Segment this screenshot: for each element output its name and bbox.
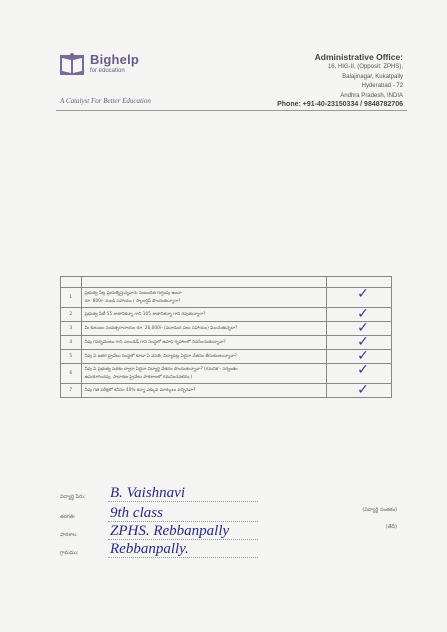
question-number: 6 — [61, 364, 82, 384]
field-underline — [108, 539, 258, 540]
book-logo-icon — [58, 52, 86, 78]
question-number: 7 — [61, 384, 82, 398]
question-text — [81, 288, 327, 308]
address-line-3: Hyderabad - 72 — [361, 83, 403, 89]
field-label: తరగతి: — [60, 514, 76, 520]
checkmark-icon: ✓ — [357, 306, 369, 322]
brand-subtitle: for education — [90, 68, 125, 74]
checkmark-icon: ✓ — [357, 320, 369, 336]
address-line-2: Balajinagar, Kukatpally — [342, 73, 403, 80]
field-value-handwritten[interactable]: B. Vaishnavi — [110, 485, 185, 501]
question-line-1: మీ కుటుంబ సంవత్సరాదాయం రూ. 26,000/- (మూడెంద పలు సహాయం) మించుతున్నదా? — [84, 325, 238, 331]
field-underline — [108, 521, 258, 522]
tagline: A Catalyst For Better Education — [60, 97, 151, 105]
question-number: 1 — [61, 288, 82, 308]
date-label: (తేదీ) — [385, 524, 397, 530]
question-text — [81, 336, 327, 350]
table-row — [61, 364, 392, 384]
question-number: 4 — [61, 336, 82, 350]
eligibility-table — [60, 276, 392, 398]
question-line-2: రూ. 800/- నుండి సహాయం / స్కాలర్షిప్ పొందుతున్నారా? — [84, 298, 181, 304]
question-text — [81, 384, 327, 398]
question-line-1: నీవు ఏ ఇతర ప్రైవేటు సంస్థలో కూడా ఏ వసతి, విద్యాపట్ల ఏదైనా వేతనం తీసుకుంటున్నావా? — [84, 353, 237, 359]
address-line-1: 16, HIG-II, (Opposit: ZPHS), — [327, 64, 403, 70]
question-number: 5 — [61, 350, 82, 364]
field-label: పాఠశాల: — [60, 532, 78, 538]
table-row — [61, 336, 392, 350]
office-address — [277, 52, 403, 108]
phone-number: Phone: +91-40-23150334 / 9848782706 — [277, 101, 403, 108]
question-line-1: నీవు ఏ ప్రభుత్వ పథకం ద్వారా ఏదైనా విద్యార్థి వేతనం పొందుతున్నావా? (గమనిక - సర్వంతం — [84, 366, 238, 372]
table-row — [61, 384, 392, 398]
office-title: Administrative Office: — [314, 52, 403, 62]
signature-label: (విద్యార్థి సంతకం) — [362, 507, 397, 513]
field-label: గ్రామము: — [60, 550, 79, 556]
question-text — [81, 308, 327, 322]
question-line-1: ప్రభుత్వ సీట్ల ప్రయత్నిస్తున్నవారు సంబంధిత గుర్తింపు ఉందా — [84, 290, 182, 296]
table-row — [61, 350, 392, 364]
field-value-handwritten[interactable]: 9th class — [110, 505, 163, 521]
question-line-2: ఉపయోగించవు, సాధారణ ప్రైవేటు పాఠశాలలో గమనించవలెను.) — [84, 374, 193, 380]
table-row — [61, 288, 392, 308]
header-divider — [56, 110, 407, 111]
field-underline — [108, 501, 258, 502]
answer-cell[interactable] — [327, 364, 392, 384]
question-line-1: ప్రభుత్వ సిటీ 55 శాతానికన్నా గాని 105 శాతానికన్నా గాని రవుతున్నారా? — [84, 311, 206, 317]
question-text — [81, 322, 327, 336]
question-line-1: నీవు గత పరీక్షలో కనీసం 40% కన్నా ఎక్కువ మార్కులు వచ్చినవా? — [84, 387, 196, 393]
question-text — [81, 350, 327, 364]
checkmark-icon: ✓ — [357, 334, 369, 350]
field-underline — [108, 557, 258, 558]
checkmark-icon: ✓ — [357, 348, 369, 364]
question-text — [81, 364, 327, 384]
field-value-handwritten[interactable]: Rebbanpally. — [110, 541, 189, 557]
checkmark-icon: ✓ — [357, 286, 369, 302]
field-value-handwritten[interactable]: ZPHS. Rebbanpally — [110, 523, 230, 539]
question-line-1: నీవు గవర్నమెంటు గాని ఎయిడెడ్ గాని సంస్థలో ఉపాధి గృహాలలో నివసించుతున్నావా? — [84, 339, 226, 345]
table-row — [61, 308, 392, 322]
question-number: 2 — [61, 308, 82, 322]
table-header-row — [61, 277, 392, 288]
header-cell — [81, 277, 327, 288]
answer-cell[interactable] — [327, 384, 392, 398]
field-label: విద్యార్థి పేరు: — [60, 494, 86, 500]
checkmark-icon: ✓ — [357, 382, 369, 398]
checkmark-icon: ✓ — [357, 362, 369, 378]
address-line-4: Andhra Pradesh, INDIA — [340, 92, 403, 99]
header-cell — [61, 277, 82, 288]
brand-name: Bighelp — [90, 52, 140, 67]
table-row — [61, 322, 392, 336]
answer-cell[interactable] — [327, 288, 392, 308]
question-number: 3 — [61, 322, 82, 336]
